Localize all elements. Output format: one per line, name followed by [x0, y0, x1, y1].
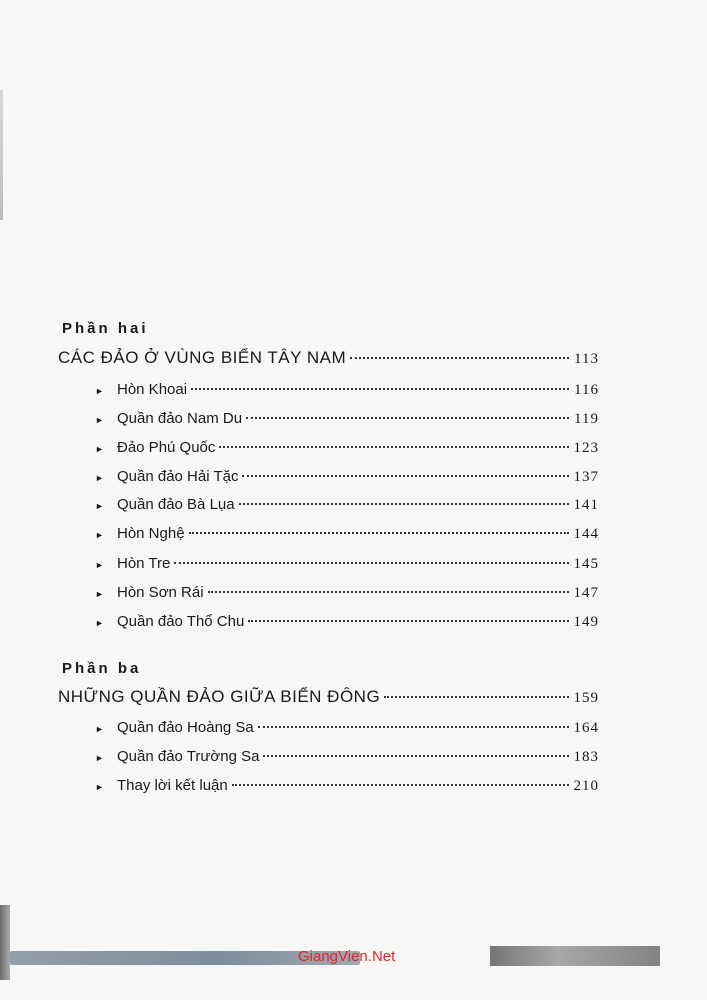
dot-leader — [219, 445, 569, 448]
bullet-icon: ► — [95, 724, 104, 734]
bullet-icon: ► — [95, 560, 104, 570]
toc-item-label: Quần đảo Thổ Chu — [117, 613, 245, 630]
part2-label: Phần hai — [62, 320, 149, 337]
dot-leader — [248, 619, 569, 622]
part3-label: Phần ba — [62, 660, 142, 677]
part3-title-row[interactable] — [58, 687, 599, 707]
toc-item-label: Hòn Khoai — [117, 381, 188, 398]
dot-leader — [350, 356, 569, 359]
toc-item[interactable] — [95, 777, 599, 795]
toc-item[interactable] — [95, 381, 599, 399]
bullet-icon: ► — [95, 530, 104, 540]
toc-item-label: Quần đảo Hoàng Sa — [117, 719, 254, 736]
bullet-icon: ► — [95, 618, 104, 628]
dot-leader — [384, 695, 569, 698]
toc-item[interactable] — [95, 719, 599, 737]
dot-leader — [191, 387, 569, 390]
toc-item[interactable] — [95, 496, 599, 514]
dot-leader — [232, 783, 569, 786]
dot-leader — [242, 474, 569, 477]
toc-item-label: Hòn Tre — [117, 555, 171, 572]
toc-item[interactable] — [95, 410, 599, 428]
toc-item[interactable] — [95, 439, 599, 457]
toc-item[interactable] — [95, 748, 599, 766]
toc-item-page: 141 — [573, 497, 599, 513]
toc-item-label: Quần đảo Trường Sa — [117, 748, 260, 765]
toc-item-page: 116 — [574, 382, 599, 398]
watermark: GiangVien.Net — [298, 948, 396, 965]
toc-item[interactable] — [95, 613, 599, 631]
part3-page: 159 — [573, 690, 599, 706]
toc-item-page: 137 — [573, 469, 599, 485]
toc-item-label: Quần đảo Nam Du — [117, 410, 243, 427]
toc-item-page: 164 — [573, 720, 599, 736]
toc-item-page: 183 — [573, 749, 599, 765]
part2-title: CÁC ĐẢO Ở VÙNG BIỂN TÂY NAM — [58, 348, 347, 367]
dot-leader — [174, 561, 569, 564]
toc-item-page: 144 — [573, 526, 599, 542]
toc-item-label: Hòn Sơn Rái — [117, 584, 204, 601]
toc-item-page: 123 — [573, 440, 599, 456]
toc-item-page: 149 — [573, 614, 599, 630]
toc-item-page: 119 — [574, 411, 599, 427]
bullet-icon: ► — [95, 782, 104, 792]
toc-item-label: Thay lời kết luận — [117, 777, 228, 794]
part2-title-row[interactable] — [58, 348, 599, 368]
bullet-icon: ► — [95, 501, 104, 511]
dot-leader — [239, 502, 569, 505]
toc-item-page: 145 — [573, 556, 599, 572]
dot-leader — [189, 531, 569, 534]
part2-page: 113 — [574, 351, 599, 367]
toc-item-page: 147 — [573, 585, 599, 601]
bullet-icon: ► — [95, 473, 104, 483]
bullet-icon: ► — [95, 444, 104, 454]
toc-item-label: Đảo Phú Quốc — [117, 439, 216, 456]
toc-item-label: Quần đảo Bà Lụa — [117, 496, 235, 513]
toc-item[interactable] — [95, 468, 599, 486]
toc-item[interactable] — [95, 555, 599, 573]
toc-item-label: Hòn Nghệ — [117, 525, 185, 542]
scan-shadow-right — [490, 946, 660, 966]
page-edge — [0, 90, 3, 220]
toc-item[interactable] — [95, 584, 599, 602]
toc-item[interactable] — [95, 525, 599, 543]
dot-leader — [208, 590, 569, 593]
part3-title: NHỮNG QUẦN ĐẢO GIỮA BIỂN ĐÔNG — [58, 687, 381, 706]
bullet-icon: ► — [95, 386, 104, 396]
bullet-icon: ► — [95, 753, 104, 763]
bullet-icon: ► — [95, 415, 104, 425]
page-edge-bottom — [0, 905, 10, 980]
dot-leader — [258, 725, 569, 728]
dot-leader — [263, 754, 569, 757]
bullet-icon: ► — [95, 589, 104, 599]
dot-leader — [246, 416, 569, 419]
toc-item-page: 210 — [573, 778, 599, 794]
toc-item-label: Quần đảo Hải Tặc — [117, 468, 239, 485]
